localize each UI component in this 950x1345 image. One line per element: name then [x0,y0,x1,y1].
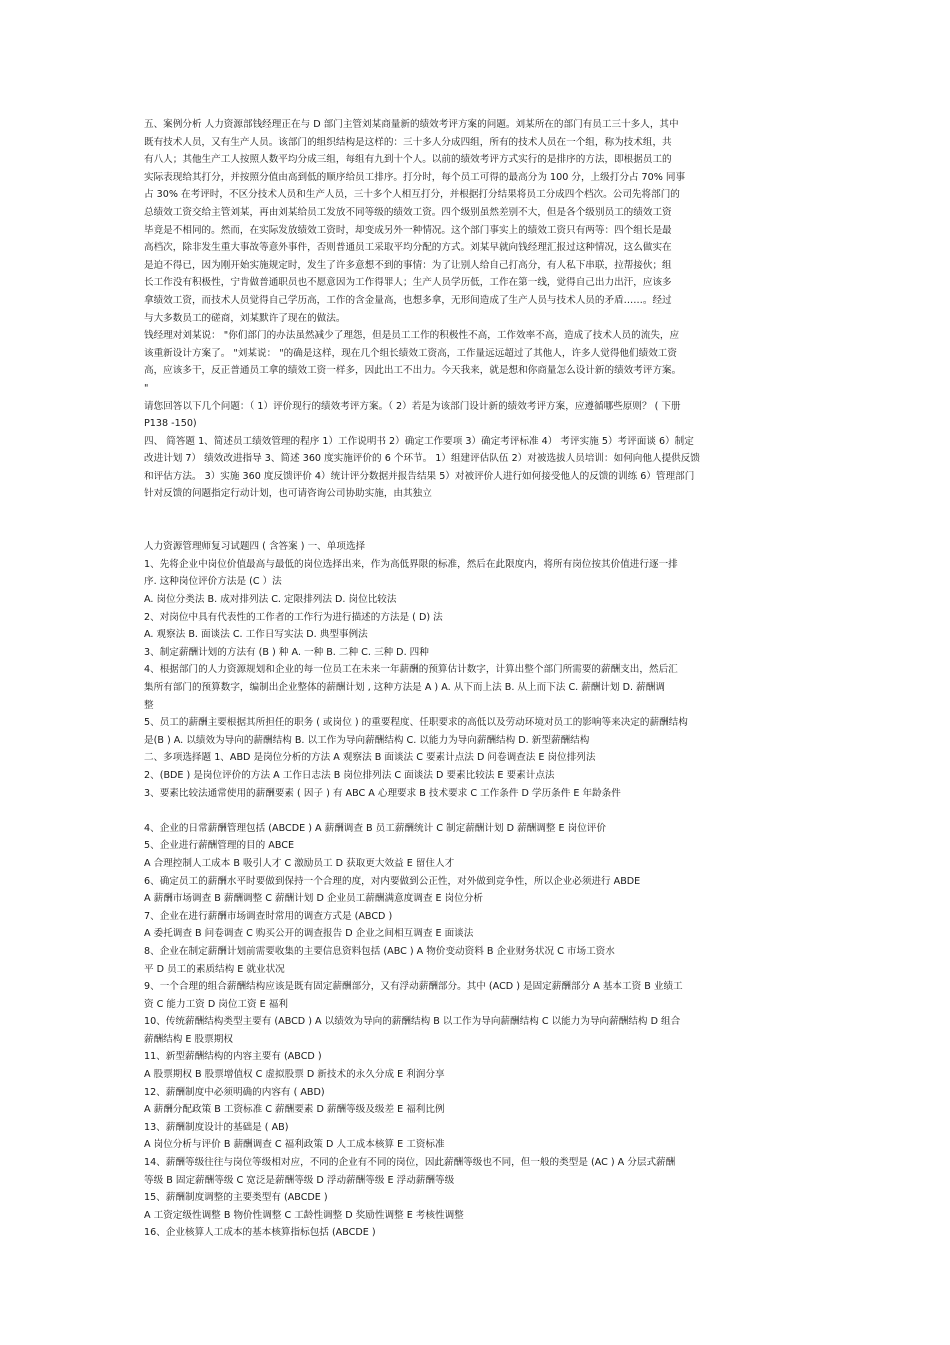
exam-text-line: 1、先将企业中岗位价值最高与最低的岗位选择出来，作为高低界限的标准，然后在此限度内，将所有岗位按其价值进行逐一排 [144,558,678,570]
case-text-line: 四、 简答题 1、简述员工绩效管理的程序 1）工作说明书 2）确定工作要项 3）确定考评标准 4） 考评实施 5）考评面谈 6）制定 [144,435,694,447]
case-text-line: 针对反馈的问题指定行动计划，也可请咨询公司协助实施，由其独立 [144,488,432,500]
exam-text-line: A. 观察法 B. 面谈法 C. 工作日写实法 D. 典型事例法 [144,629,368,641]
exam-text-line: 序. 这种岗位评价方法是 (C ）法 [144,576,282,588]
exam-text-line: 13、薪酬制度设计的基础是 ( AB) [144,1121,289,1133]
exam-text-line: 6、确定员工的薪酬水平时要做到保持一个合理的度，对内要做到公正性，对外做到竞争性，所以企业必须进行 ABDE [144,875,641,887]
exam-text-line: 11、新型薪酬结构的内容主要有 (ABCD ) [144,1051,322,1063]
case-text-line: 钱经理对刘某说： "你们部门的办法虽然减少了理怨，但是员工工作的积极性不高，工作效率不高，造成了技术人员的流失，应 [144,330,680,342]
exam-text-line: 12、薪酬制度中必须明确的内容有 ( ABD) [144,1086,325,1098]
case-text-line: 改进计划 7） 绩效改进指导 3、简述 360 度实施评价的 6 个环节。 1）组建评估队伍 2）对被选拔人员培训：如何向他人提供反馈 [144,453,700,465]
case-text-line: 既有技术人员，又有生产人员。该部门的组织结构是这样的：三十多人分成四组，所有的技术人员在一个组，称为技术组，共 [144,136,672,148]
case-text-line: 高档次，除非发生重大事故等意外事件，否则普通员工采取平均分配的方式。刘某早就向钱经理汇报过这种情况，这么做实在 [144,242,672,254]
exam-text-line: 集所有部门的预算数字，编制出企业整体的薪酬计划 , 这种方法是 A ) A. 从下而上法 B. 从上而下法 C. 薪酬计划 D. 薪酬调 [144,682,665,693]
exam-text-line: 二、多项选择题 1、ABD 是岗位分析的方法 A 观察法 B 面谈法 C 要素计点法 D 问卷调查法 E 岗位排列法 [144,752,596,764]
case-text-line: " [144,382,149,394]
case-text-line: 总绩效工资交给主管刘某，再由刘某给员工发放不同等级的绩效工资。四个级别虽然差别不大，但是各个级别员工的绩效工资 [144,206,672,218]
exam-text-line: 16、企业核算人工成本的基本核算指标包括 (ABCDE ) [144,1227,376,1239]
exam-text-line: A 薪酬市场调查 B 薪酬调整 C 薪酬计划 D 企业员工薪酬满意度调查 E 岗位分析 [144,893,483,905]
exam-text-line: A 委托调查 B 问卷调查 C 购买公开的调查报告 D 企业之间相互调查 E 面谈法 [144,928,474,940]
case-text-line: 有八人；其他生产工人按照人数平均分成三组，每组有九到十个人。以前的绩效考评方式实行的是排序的方法，即根据员工的 [144,154,672,166]
case-text-line: 和评估方法。 3）实施 360 度反馈评价 4）统计评分数据并报告结果 5）对被评价人进行如何接受他人的反馈的训练 6）管理部门 [144,470,695,482]
exam-text-line: 2、(BDE ) 是岗位评价的方法 A 工作日志法 B 岗位排列法 C 面谈法 D 要素比较法 E 要素计点法 [144,769,555,781]
exam-text-line: 等级 B 固定薪酬等级 C 宽泛是薪酬等级 D 浮动薪酬等级 E 浮动薪酬等级 [144,1174,455,1186]
exam-text-line: A 合理控制人工成本 B 吸引人才 C 激励员工 D 获取更大效益 E 留住人才 [144,857,455,869]
case-text-line: 该重新设计方案了。 "刘某说： "的确是这样，现在几个组长绩效工资高，工作量远远超过了其他人，许多人觉得他们绩效工资 [144,347,677,359]
exam-text-line: 9、一个合理的组合薪酬结构应该是既有固定薪酬部分，又有浮动薪酬部分。其中 (ACD ) 是固定薪酬部分 A 基本工资 B 业绩工 [144,981,683,993]
exam-text-line: 4、企业的日常薪酬管理包括 (ABCDE ) A 薪酬调查 B 员工薪酬统计 C 制定薪酬计划 D 薪酬调整 E 岗位评价 [144,822,606,834]
exam-text-line: 平 D 员工的素质结构 E 就业状况 [144,963,285,975]
case-text-line: 是迫不得已，因为刚开始实施规定时，发生了许多意想不到的事情：为了让别人给自己打高分，有人私下串联，拉帮接伙；组 [144,259,672,271]
exam-questions-continued [144,820,814,1242]
exam-questions-section [144,538,814,802]
exam-text-line: 7、企业在进行薪酬市场调查时常用的调查方式是 (ABCD ) [144,910,393,922]
exam-text-line: 整 [144,699,154,711]
exam-text-line: 2、对岗位中具有代表性的工作者的工作行为进行描述的方法是 ( D) 法 [144,611,443,623]
exam-text-line: 10、传统薪酬结构类型主要有 (ABCD ) A 以绩效为导向的薪酬结构 B 以工作为导向薪酬结构 C 以能力为导向薪酬结构 D 组合 [144,1016,681,1028]
exam-text-line: 资 C 能力工资 D 岗位工资 E 福利 [144,998,288,1010]
exam-text-line: A 股票期权 B 股票增值权 C 虚拟股票 D 新技术的永久分成 E 利润分享 [144,1069,445,1081]
document-page [144,116,814,1242]
exam-text-line: 是(B ) A. 以绩效为导向的薪酬结构 B. 以工作为导向薪酬结构 C. 以能力为导向薪酬结构 D. 新型薪酬结构 [144,734,590,746]
exam-text-line: 人力资源管理师复习试题四 ( 含答案 ) 一、单项选择 [144,541,366,553]
case-text-line: 占 30% 在考评时，不区分技术人员和生产人员，三十多个人相互打分，并根据打分结果将员工分成四个档次。公司先将部门的 [144,189,680,201]
exam-text-line: 15、薪酬制度调整的主要类型有 (ABCDE ) [144,1192,328,1204]
section-gap [144,802,814,820]
case-text-line: 拿绩效工资，而技术人员觉得自己学历高，工作的含金量高，也想多拿，无形间造成了生产人员与技术人员的矛盾……。经过 [144,294,672,306]
case-text-line: 五、案例分析 人力资源部钱经理正在与 D 部门主管刘某商量新的绩效考评方案的问题。刘某所在的部门有员工三十多人，其中 [144,119,679,130]
exam-text-line: A 岗位分析与评价 B 薪酬调查 C 福利政策 D 人工成本核算 E 工资标准 [144,1139,445,1151]
exam-text-line: 4、根据部门的人力资源规划和企业的每一位员工在未来一年薪酬的预算估计数字，计算出整个部门所需要的薪酬支出，然后汇 [144,664,678,676]
exam-text-line: 3、要素比较法通常使用的薪酬要素 ( 因子 ) 有 ABC A 心理要求 B 技术要求 C 工作条件 D 学历条件 E 年龄条件 [144,787,621,799]
exam-text-line: A 工资定级性调整 B 物价性调整 C 工龄性调整 D 奖励性调整 E 考核性调整 [144,1209,464,1221]
case-text-line: 请您回答以下几个问题：（ 1）评价现行的绩效考评方案。（ 2）若是为该部门设计新的绩效考评方案，应遵循哪些原则？ ( 下册 [144,400,681,412]
section-gap [144,503,814,521]
case-text-line: 实际表现给其打分，并按照分值由高到低的顺序给员工排序。打分时，每个员工可得的最高分为 100 分，上级打分占 70% 同事 [144,171,686,183]
case-text-line: 与大多数员工的磋商，刘某默许了现在的做法。 [144,312,346,324]
exam-text-line: A. 岗位分类法 B. 成对排列法 C. 定限排列法 D. 岗位比较法 [144,594,397,606]
case-text-line: 长工作没有积极性，宁肯做普通职员也不愿意因为工作得罪人；生产人员学历低，工作在第一线，觉得自己出力出汗，应该多 [144,277,672,289]
exam-text-line: 薪酬结构 E 股票期权 [144,1033,233,1045]
case-text-line: P138 -150) [144,418,197,430]
exam-text-line: A 薪酬分配政策 B 工资标准 C 薪酬要素 D 薪酬等级及级差 E 福利比例 [144,1104,445,1116]
exam-text-line: 14、薪酬等级往往与岗位等级相对应，不同的企业有不同的岗位，因此薪酬等级也不同，但一般的类型是 (AC ) A 分层式薪酬 [144,1157,676,1169]
exam-text-line: 3、制定薪酬计划的方法有 (B ) 种 A. 一种 B. 二种 C. 三种 D. 四种 [144,646,429,658]
exam-text-line: 5、企业进行薪酬管理的目的 ABCE [144,840,295,852]
exam-text-line: 5、员工的薪酬主要根据其所担任的职务 ( 或岗位 ) 的重要程度、任职要求的高低以及劳动环境对员工的影响等来决定的薪酬结构 [144,717,688,729]
exam-text-line: 8、企业在制定薪酬计划前需要收集的主要信息资料包括 (ABC ) A 物价变动资料 B 企业财务状况 C 市场工资水 [144,945,615,957]
section-gap [144,521,814,539]
case-analysis-section [144,116,814,503]
case-text-line: 高，应该多干，反正普通员工拿的绩效工资一样多，因此出工不出力。今天我来，就是想和你商量怎么设计新的绩效考评方案。 [144,365,682,377]
case-text-line: 毕竟是不相同的。然而，在实际发放绩效工资时，却变成另外一种情况。这个部门事实上的绩效工资只有两等：四个组长是最 [144,224,672,236]
